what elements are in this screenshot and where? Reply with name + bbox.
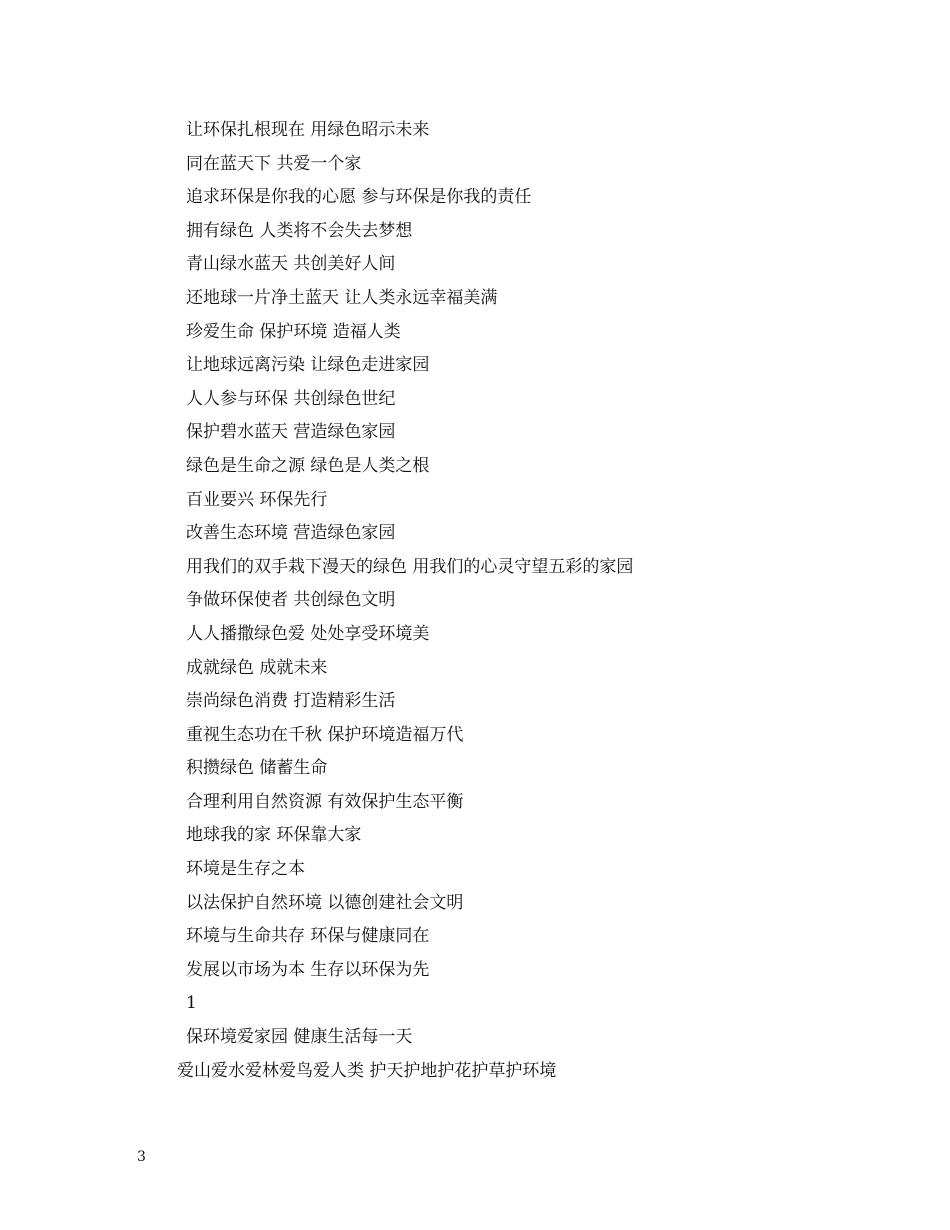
slogan-list [177, 115, 634, 1089]
slogan-line: 拥有绿色 人类将不会失去梦想 [186, 220, 413, 241]
slogan-line: 人人参与环保 共创绿色世纪 [186, 388, 396, 409]
slogan-line: 青山绿水蓝天 共创美好人间 [186, 254, 396, 275]
slogan-line: 同在蓝天下 共爱一个家 [186, 153, 362, 174]
slogan-line: 追求环保是你我的心愿 参与环保是你我的责任 [186, 187, 532, 208]
slogan-line: 成就绿色 成就未来 [186, 657, 328, 678]
slogan-line: 环境与生命共存 环保与健康同在 [186, 926, 430, 947]
inline-number: 1 [186, 993, 197, 1014]
slogan-line: 让环保扎根现在 用绿色昭示未来 [186, 120, 430, 140]
slogan-line: 还地球一片净土蓝天 让人类永远幸福美满 [186, 287, 498, 308]
slogan-line: 改善生态环境 营造绿色家园 [186, 523, 396, 544]
slogan-line: 人人播撒绿色爱 处处享受环境美 [186, 623, 430, 644]
slogan-line: 用我们的双手栽下漫天的绿色 用我们的心灵守望五彩的家园 [186, 556, 634, 577]
slogan-line: 环境是生存之本 [186, 859, 305, 880]
slogan-line: 绿色是生命之源 绿色是人类之根 [186, 455, 430, 476]
slogan-line: 合理利用自然资源 有效保护生态平衡 [186, 791, 464, 812]
slogan-line: 重视生态功在千秋 保护环境造福万代 [186, 724, 464, 745]
slogan-line: 珍爱生命 保护环境 造福人类 [186, 321, 401, 342]
slogan-line: 百业要兴 环保先行 [186, 489, 328, 510]
slogan-line: 地球我的家 环保靠大家 [186, 825, 362, 846]
slogan-line: 保环境爱家园 健康生活每一天 [186, 1027, 413, 1048]
slogan-line: 发展以市场为本 生存以环保为先 [186, 959, 430, 980]
slogan-line: 崇尚绿色消费 打造精彩生活 [186, 691, 396, 712]
slogan-line: 爱山爱水爱林爱鸟爱人类 护天护地护花护草护环境 [177, 1060, 557, 1081]
slogan-line: 以法保护自然环境 以德创建社会文明 [186, 892, 464, 913]
slogan-line: 保护碧水蓝天 营造绿色家园 [186, 422, 396, 443]
page-number: 3 [137, 1149, 146, 1165]
slogan-line: 积攒绿色 储蓄生命 [186, 758, 328, 779]
slogan-line: 争做环保使者 共创绿色文明 [186, 590, 396, 611]
slogan-line: 让地球远离污染 让绿色走进家园 [186, 355, 430, 376]
